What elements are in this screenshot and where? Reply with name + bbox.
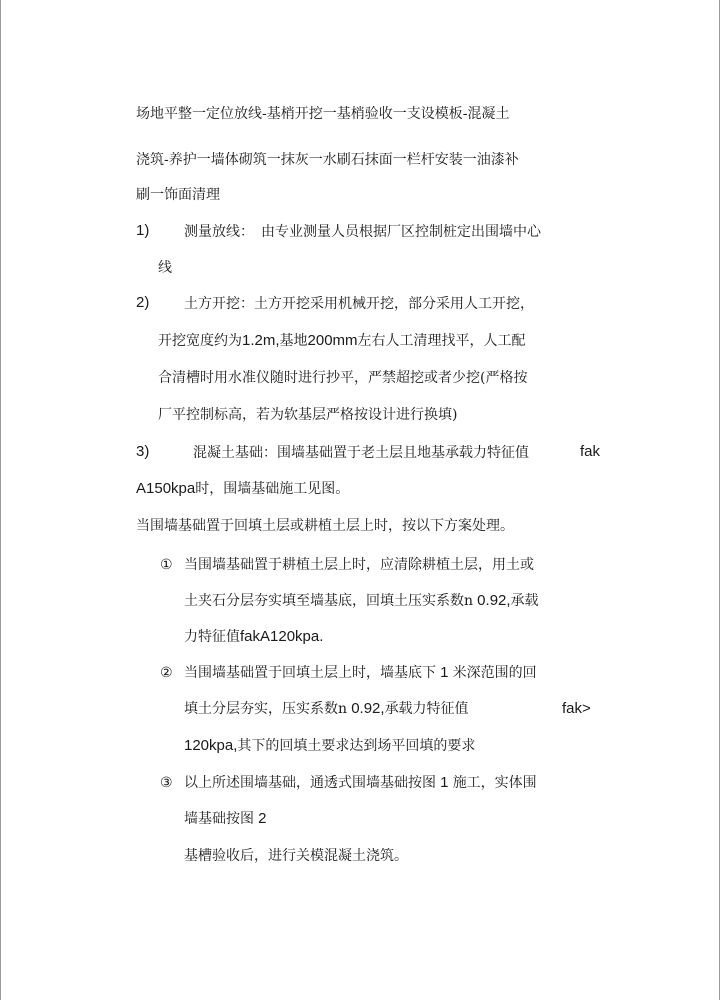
item-2-line-1: 土方开挖：土方开挖采用机械开挖，部分采用人工开挖， — [184, 296, 534, 312]
intro-line-2: 浇筑-养护一墙体砌筑一抹灰一水刷石抹面一栏杆安装一油漆补 — [136, 152, 519, 168]
item-3-line-1: 混凝土基础：围墙基础置于老土层且地基承载力特征值 — [193, 445, 529, 461]
item-1-number: 1) — [136, 222, 150, 239]
sub-3-line-2: 墙基础按图 2 — [184, 810, 267, 827]
intro-line-3: 刷一饰面清理 — [136, 187, 220, 203]
sub-3-line-1: 以上所述围墙基础，通透式围墙基础按图 1 施工，实体围 — [184, 774, 537, 791]
sub-2-line-2-end: fak> — [562, 700, 591, 717]
item-2-line-4: 厂平控制标高，若为软基层严格按设计进行换填) — [158, 407, 458, 423]
intro-line-1: 场地平整一定位放线-基梢开挖一基梢验收一支设模板-混凝土 — [136, 106, 510, 122]
item-3-line-2: A150kpa时，围墙基础施工见图。 — [136, 480, 350, 497]
page-left-edge — [0, 0, 1, 1000]
item-3-number: 3) — [136, 443, 150, 460]
sub-2-line-1: 当围墙基础置于回填土层上时，墙基底下 1 米深范围的回 — [184, 664, 537, 681]
paragraph-condition: 当围墙基础置于回填土层或耕植土层上时，按以下方案处理。 — [136, 518, 514, 534]
sub-2-line-3: 120kpa,其下的回填土要求达到场平回填的要求 — [184, 737, 476, 754]
sub-3-line-3: 基槽验收后，进行关模混凝土浇筑。 — [184, 848, 408, 864]
item-3-line-1-end: fak — [580, 443, 601, 460]
item-2-number: 2) — [136, 294, 150, 311]
sub-2-mark: ② — [160, 665, 173, 681]
item-1-line-2: 线 — [158, 260, 172, 276]
item-2-line-3: 合清槽时用水准仪随时进行抄平，严禁超挖或者少挖(严格按 — [158, 370, 528, 386]
sub-2-line-2: 填土分层夯实，压实系数n 0.92,承载力特征值 — [184, 700, 469, 717]
item-2-line-2: 开挖宽度约为1.2m,基地200mm左右人工清理找平，人工配 — [158, 332, 526, 349]
sub-1-line-2: 土夹石分层夯实填至墙基底，回填土压实系数n 0.92,承载 — [184, 592, 539, 609]
item-1-line-1: 测量放线： 由专业测量人员根据厂区控制桩定出围墙中心 — [184, 224, 541, 240]
sub-1-mark: ① — [160, 557, 173, 573]
sub-1-line-3: 力特征值fakA120kpa. — [184, 628, 324, 645]
sub-3-mark: ③ — [160, 775, 173, 791]
sub-1-line-1: 当围墙基础置于耕植土层上时，应清除耕植土层，用土或 — [184, 557, 534, 573]
